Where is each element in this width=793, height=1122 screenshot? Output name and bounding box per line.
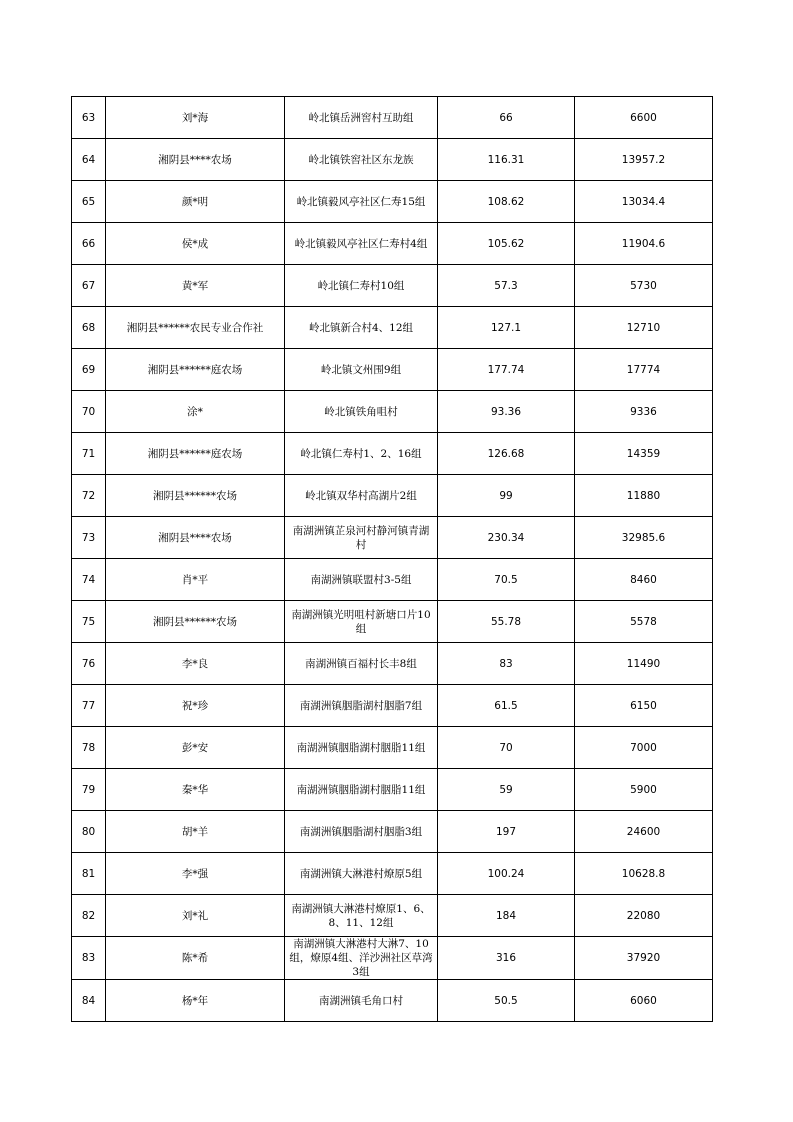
location-cell: 南湖洲镇光明咀村新塘口片10组: [285, 601, 438, 643]
table-body: [72, 97, 713, 1022]
amount-cell: 5578: [575, 601, 713, 643]
area-cell: 100.24: [438, 853, 575, 895]
name-cell: 黄*军: [106, 265, 285, 307]
name-cell: 刘*礼: [106, 895, 285, 937]
table-row: [72, 853, 713, 895]
row-number-cell: 63: [72, 97, 106, 139]
amount-cell: 12710: [575, 307, 713, 349]
area-cell: 99: [438, 475, 575, 517]
table-row: [72, 937, 713, 980]
location-cell: 南湖洲镇毛角口村: [285, 980, 438, 1022]
row-number-cell: 65: [72, 181, 106, 223]
table-row: [72, 307, 713, 349]
row-number-cell: 71: [72, 433, 106, 475]
amount-cell: 24600: [575, 811, 713, 853]
table-row: [72, 391, 713, 433]
name-cell: 李*良: [106, 643, 285, 685]
row-number-cell: 79: [72, 769, 106, 811]
name-cell: 颜*明: [106, 181, 285, 223]
amount-cell: 11904.6: [575, 223, 713, 265]
name-cell: 侯*成: [106, 223, 285, 265]
amount-cell: 37920: [575, 937, 713, 980]
table-row: [72, 223, 713, 265]
row-number-cell: 82: [72, 895, 106, 937]
row-number-cell: 83: [72, 937, 106, 980]
area-cell: 59: [438, 769, 575, 811]
amount-cell: 22080: [575, 895, 713, 937]
amount-cell: 6600: [575, 97, 713, 139]
location-cell: 南湖洲镇百福村长丰8组: [285, 643, 438, 685]
area-cell: 70.5: [438, 559, 575, 601]
row-number-cell: 78: [72, 727, 106, 769]
row-number-cell: 66: [72, 223, 106, 265]
amount-cell: 5730: [575, 265, 713, 307]
name-cell: 秦*华: [106, 769, 285, 811]
row-number-cell: 73: [72, 517, 106, 559]
row-number-cell: 75: [72, 601, 106, 643]
amount-cell: 7000: [575, 727, 713, 769]
amount-cell: 14359: [575, 433, 713, 475]
row-number-cell: 69: [72, 349, 106, 391]
location-cell: 岭北镇毅风亭社区仁寿15组: [285, 181, 438, 223]
area-cell: 108.62: [438, 181, 575, 223]
row-number-cell: 81: [72, 853, 106, 895]
table-row: [72, 643, 713, 685]
row-number-cell: 68: [72, 307, 106, 349]
amount-cell: 32985.6: [575, 517, 713, 559]
amount-cell: 8460: [575, 559, 713, 601]
name-cell: 湘阴县******庭农场: [106, 433, 285, 475]
amount-cell: 6060: [575, 980, 713, 1022]
row-number-cell: 80: [72, 811, 106, 853]
area-cell: 316: [438, 937, 575, 980]
location-cell: 南湖洲镇胭脂湖村胭脂11组: [285, 727, 438, 769]
row-number-cell: 67: [72, 265, 106, 307]
amount-cell: 13034.4: [575, 181, 713, 223]
location-cell: 岭北镇毅风亭社区仁寿村4组: [285, 223, 438, 265]
location-cell: 岭北镇岳洲窖村互助组: [285, 97, 438, 139]
name-cell: 彭*安: [106, 727, 285, 769]
area-cell: 127.1: [438, 307, 575, 349]
row-number-cell: 84: [72, 980, 106, 1022]
location-cell: 南湖洲镇胭脂湖村胭脂11组: [285, 769, 438, 811]
location-cell: 岭北镇铁窖社区东龙族: [285, 139, 438, 181]
name-cell: 刘*海: [106, 97, 285, 139]
table-row: [72, 475, 713, 517]
row-number-cell: 74: [72, 559, 106, 601]
table-row: [72, 895, 713, 937]
area-cell: 70: [438, 727, 575, 769]
area-cell: 57.3: [438, 265, 575, 307]
table-row: [72, 769, 713, 811]
amount-cell: 9336: [575, 391, 713, 433]
table-row: [72, 980, 713, 1022]
table-row: [72, 433, 713, 475]
table-row: [72, 265, 713, 307]
table-row: [72, 517, 713, 559]
location-cell: 南湖洲镇联盟村3-5组: [285, 559, 438, 601]
name-cell: 祝*珍: [106, 685, 285, 727]
location-cell: 南湖洲镇大淋港村燎原5组: [285, 853, 438, 895]
location-cell: 岭北镇仁寿村1、2、16组: [285, 433, 438, 475]
amount-cell: 17774: [575, 349, 713, 391]
table-row: [72, 139, 713, 181]
location-cell: 南湖洲镇大淋港村大淋7、10组，燎原4组、洋沙洲社区草湾3组: [285, 937, 438, 980]
row-number-cell: 70: [72, 391, 106, 433]
row-number-cell: 72: [72, 475, 106, 517]
name-cell: 李*强: [106, 853, 285, 895]
row-number-cell: 64: [72, 139, 106, 181]
data-table: [71, 96, 713, 1022]
area-cell: 83: [438, 643, 575, 685]
table-row: [72, 97, 713, 139]
area-cell: 105.62: [438, 223, 575, 265]
amount-cell: 11880: [575, 475, 713, 517]
name-cell: 湘阴县******农场: [106, 475, 285, 517]
name-cell: 湘阴县******庭农场: [106, 349, 285, 391]
amount-cell: 10628.8: [575, 853, 713, 895]
table-row: [72, 811, 713, 853]
amount-cell: 6150: [575, 685, 713, 727]
name-cell: 杨*年: [106, 980, 285, 1022]
table-row: [72, 727, 713, 769]
area-cell: 197: [438, 811, 575, 853]
area-cell: 126.68: [438, 433, 575, 475]
area-cell: 50.5: [438, 980, 575, 1022]
name-cell: 湘阴县******农民专业合作社: [106, 307, 285, 349]
location-cell: 岭北镇铁角咀村: [285, 391, 438, 433]
area-cell: 55.78: [438, 601, 575, 643]
name-cell: 陈*希: [106, 937, 285, 980]
location-cell: 岭北镇文州围9组: [285, 349, 438, 391]
table-row: [72, 601, 713, 643]
row-number-cell: 77: [72, 685, 106, 727]
name-cell: 湘阴县****农场: [106, 139, 285, 181]
area-cell: 66: [438, 97, 575, 139]
name-cell: 湘阴县****农场: [106, 517, 285, 559]
location-cell: 南湖洲镇大淋港村燎原1、6、8、11、12组: [285, 895, 438, 937]
location-cell: 岭北镇双华村高湖片2组: [285, 475, 438, 517]
location-cell: 南湖洲镇胭脂湖村胭脂7组: [285, 685, 438, 727]
area-cell: 116.31: [438, 139, 575, 181]
name-cell: 涂*: [106, 391, 285, 433]
location-cell: 岭北镇仁寿村10组: [285, 265, 438, 307]
amount-cell: 5900: [575, 769, 713, 811]
location-cell: 岭北镇新合村4、12组: [285, 307, 438, 349]
table-row: [72, 685, 713, 727]
area-cell: 177.74: [438, 349, 575, 391]
area-cell: 184: [438, 895, 575, 937]
area-cell: 61.5: [438, 685, 575, 727]
area-cell: 230.34: [438, 517, 575, 559]
table-row: [72, 349, 713, 391]
table-row: [72, 181, 713, 223]
location-cell: 南湖洲镇芷泉河村静河镇青湖村: [285, 517, 438, 559]
row-number-cell: 76: [72, 643, 106, 685]
name-cell: 胡*羊: [106, 811, 285, 853]
amount-cell: 11490: [575, 643, 713, 685]
amount-cell: 13957.2: [575, 139, 713, 181]
area-cell: 93.36: [438, 391, 575, 433]
location-cell: 南湖洲镇胭脂湖村胭脂3组: [285, 811, 438, 853]
name-cell: 湘阴县******农场: [106, 601, 285, 643]
name-cell: 肖*平: [106, 559, 285, 601]
table-row: [72, 559, 713, 601]
